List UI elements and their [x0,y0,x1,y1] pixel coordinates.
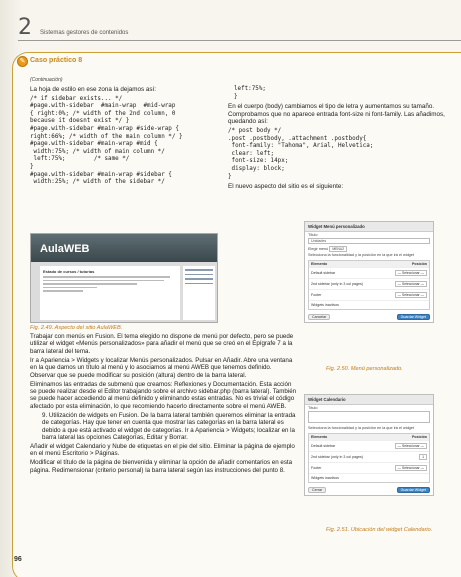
widget-calendar-panel [304,394,434,496]
position-select[interactable]: — Seleccionar — [395,292,427,298]
text-line [43,287,97,289]
row-label: Default sidebar [311,271,336,275]
close-button[interactable]: Cerrar [308,487,326,493]
site-header [31,234,217,262]
table-row[interactable] [309,278,429,289]
table-row[interactable] [309,473,429,482]
text-line [43,283,137,285]
right-column [228,86,446,193]
col-element: Elemento [311,435,328,439]
chapter-header [18,12,461,40]
site-content [40,266,180,320]
right-code-top: left:75%; } [234,86,266,100]
widget-note: Selecciona la funcionalidad y la posición en la que irá el widget [308,426,414,430]
menu-select[interactable]: MENU2 [329,246,347,252]
widget-note: Selecciona la funcionalidad y la posición en la que irá el widget [308,253,414,257]
table-row[interactable] [309,462,429,473]
right-para-1: En el cuerpo (body) cambiamos el tipo de letra y aumentamos su tamaño. Comprobamos que no aparece entrada font-size ni font-family. Las añadimos, quedando así: [228,103,445,126]
row-label: Widgets inactivos [311,476,339,480]
sidebar-line [185,283,213,285]
row-label: Widgets inactivos [311,303,339,307]
col-position: Posición [412,435,427,439]
table-row[interactable] [309,300,429,309]
widget-menu-panel [304,221,434,323]
site-post-title: Estado de cursos / tutorías [43,269,95,274]
title-input[interactable]: Unidades [308,238,430,244]
sidebar-line [185,274,213,276]
para-calendario: Añadir el widget Calendario y Nube de etiquetas en el pie del sitio. Eliminar la página de ejemplo en el menú Escritorio > Páginas. [30,443,295,458]
save-widget-button[interactable]: Guardar Widget [397,314,430,320]
header-divider [18,40,461,41]
position-select[interactable]: — Seleccionar — [395,281,427,287]
widget-menu-title: Widget Menú personalizado [305,222,433,232]
position-select[interactable]: — Seleccionar — [395,443,427,449]
figure-aulaweb [30,233,218,323]
pencil-icon: ✎ [17,56,28,67]
row-label: Footer [311,293,322,297]
row-label: Footer [311,466,322,470]
save-widget-button[interactable]: Guardar Widget [397,487,430,493]
left-column [30,86,222,189]
row-label: 2nd sidebar (only in 3 col pages) [311,455,363,459]
para-bienvenida: Modificar el título de la página de bienvenida y eliminar la opción de añadir comentarios en esta página. Redimensionar (criterio personal) la barra lateral según las instrucciones del punto 8. [30,459,293,474]
title-label: Título [308,406,318,410]
text-line [43,280,164,282]
left-code: /* if sidebar exists... */ #page.with-sidebar #main-wrap #mid-wrap { right:0%; /* width of the 2nd column, 0 because it doesnt exist */ } #page.with-sidebar #main-wrap #side-wrap { right:66%; /* width of the main column */ } #page.with-sidebar #main-wrap #mid { width:75%; /* width of main column */ left:75%; /* same */ } #page.with-sidebar #main-wrap #sidebar { width:25%; /* width of the sidebar */ [30,95,183,186]
table-row[interactable] [309,289,429,300]
chapter-number: 2 [18,15,32,40]
chapter-title: Sistemas gestores de contenidos [40,30,129,36]
page-number: 96 [14,556,22,563]
para-widgets: 9. Utilización de widgets en Fusion. De la barra lateral también queremos eliminar la entrada de categorías. Hay que tener en cuenta que mostrar las categorías en la barra lateral es debido a que está activado el widget de categorías. Ir a Apariencia > Widgets; localizar en la barra lateral las opciones Categorías, Editar y Borrar. [42,411,296,442]
sidebar-line [185,269,213,271]
col-element: Elemento [311,262,328,266]
site-logo: AulaWEB [40,243,90,255]
continuation-label: (Continuación) [30,77,63,83]
site-sidebar [183,266,215,320]
left-intro: La hoja de estilo en ese zona la dejamos así: [30,86,157,93]
case-title: Caso práctico 8 [30,57,83,64]
table-row[interactable] [309,451,429,462]
para-apariencia: Ir a Apariencia > Widgets y localizar Menús personalizados. Pulsar en Añadir. Abre una ventana en la que damos un título al menú y lo asociamos al menú AWEB que tenemos definido. Observar que se puede modificar su posición (altura) dentro de la barra lateral. [30,356,293,379]
widget-footer [305,312,433,322]
row-label: 2nd sidebar (only in 3 col pages) [311,282,363,286]
cancel-button[interactable]: Cancelar [308,314,330,320]
position-select[interactable]: 1 [419,454,427,460]
caption-fig51: Fig. 2.51. Ubicación del widget Calendario. [326,527,433,533]
lower-text [30,333,298,476]
col-position: Posición [412,262,427,266]
right-code: /* post body */ .post .postbody, .attachment .postbody{ font-family: "Tahoma", Arial, Helvetica; clear: left; font-size: 14px; display: block; } [228,127,374,180]
title-label: Título [308,233,318,237]
position-table [308,260,430,310]
table-row[interactable] [309,440,429,451]
text-line [43,290,83,292]
text-line [43,276,170,278]
position-table [308,433,430,483]
widget-footer [305,485,433,495]
menu-select-label: Elegir menú [308,247,329,251]
caption-fig50: Fig. 2.50. Menú personalizado. [326,366,403,372]
row-label: Default sidebar [311,444,336,448]
para-menus: Trabajar con menús en Fusion. El tema elegido no dispone de menú por defecto, pero se puede utilizar el widget «Menús personalizados» para añadir el menú que se creó en el Epígrafe 7 a la barra lateral del tema. [30,333,294,355]
sidebar-line [185,278,213,280]
position-select[interactable]: — Seleccionar — [395,270,427,276]
widget-calendar-title: Widget Calendario [305,395,433,405]
title-input[interactable] [308,411,430,423]
caption-fig49: Fig. 2.49. Aspecto del sitio AulaWEB. [30,325,123,331]
right-para-2: El nuevo aspecto del sitio es el siguiente: [228,183,344,191]
position-select[interactable]: — Seleccionar — [395,465,427,471]
para-eliminamos: Eliminamos las entradas de submenú que creamos: Reflexiones y Documentación. Esta acción se puede realizar desde el Editor trabajando sobre el archivo sidebar.php (barra lateral). También se puede hacer accediendo al menú definido y eliminando estas entradas. No es trivial el código afectado por esta eliminación, lo que recomiendo hacerlo directamente sobre el menú AWEB. [30,380,297,410]
table-row[interactable] [309,267,429,278]
